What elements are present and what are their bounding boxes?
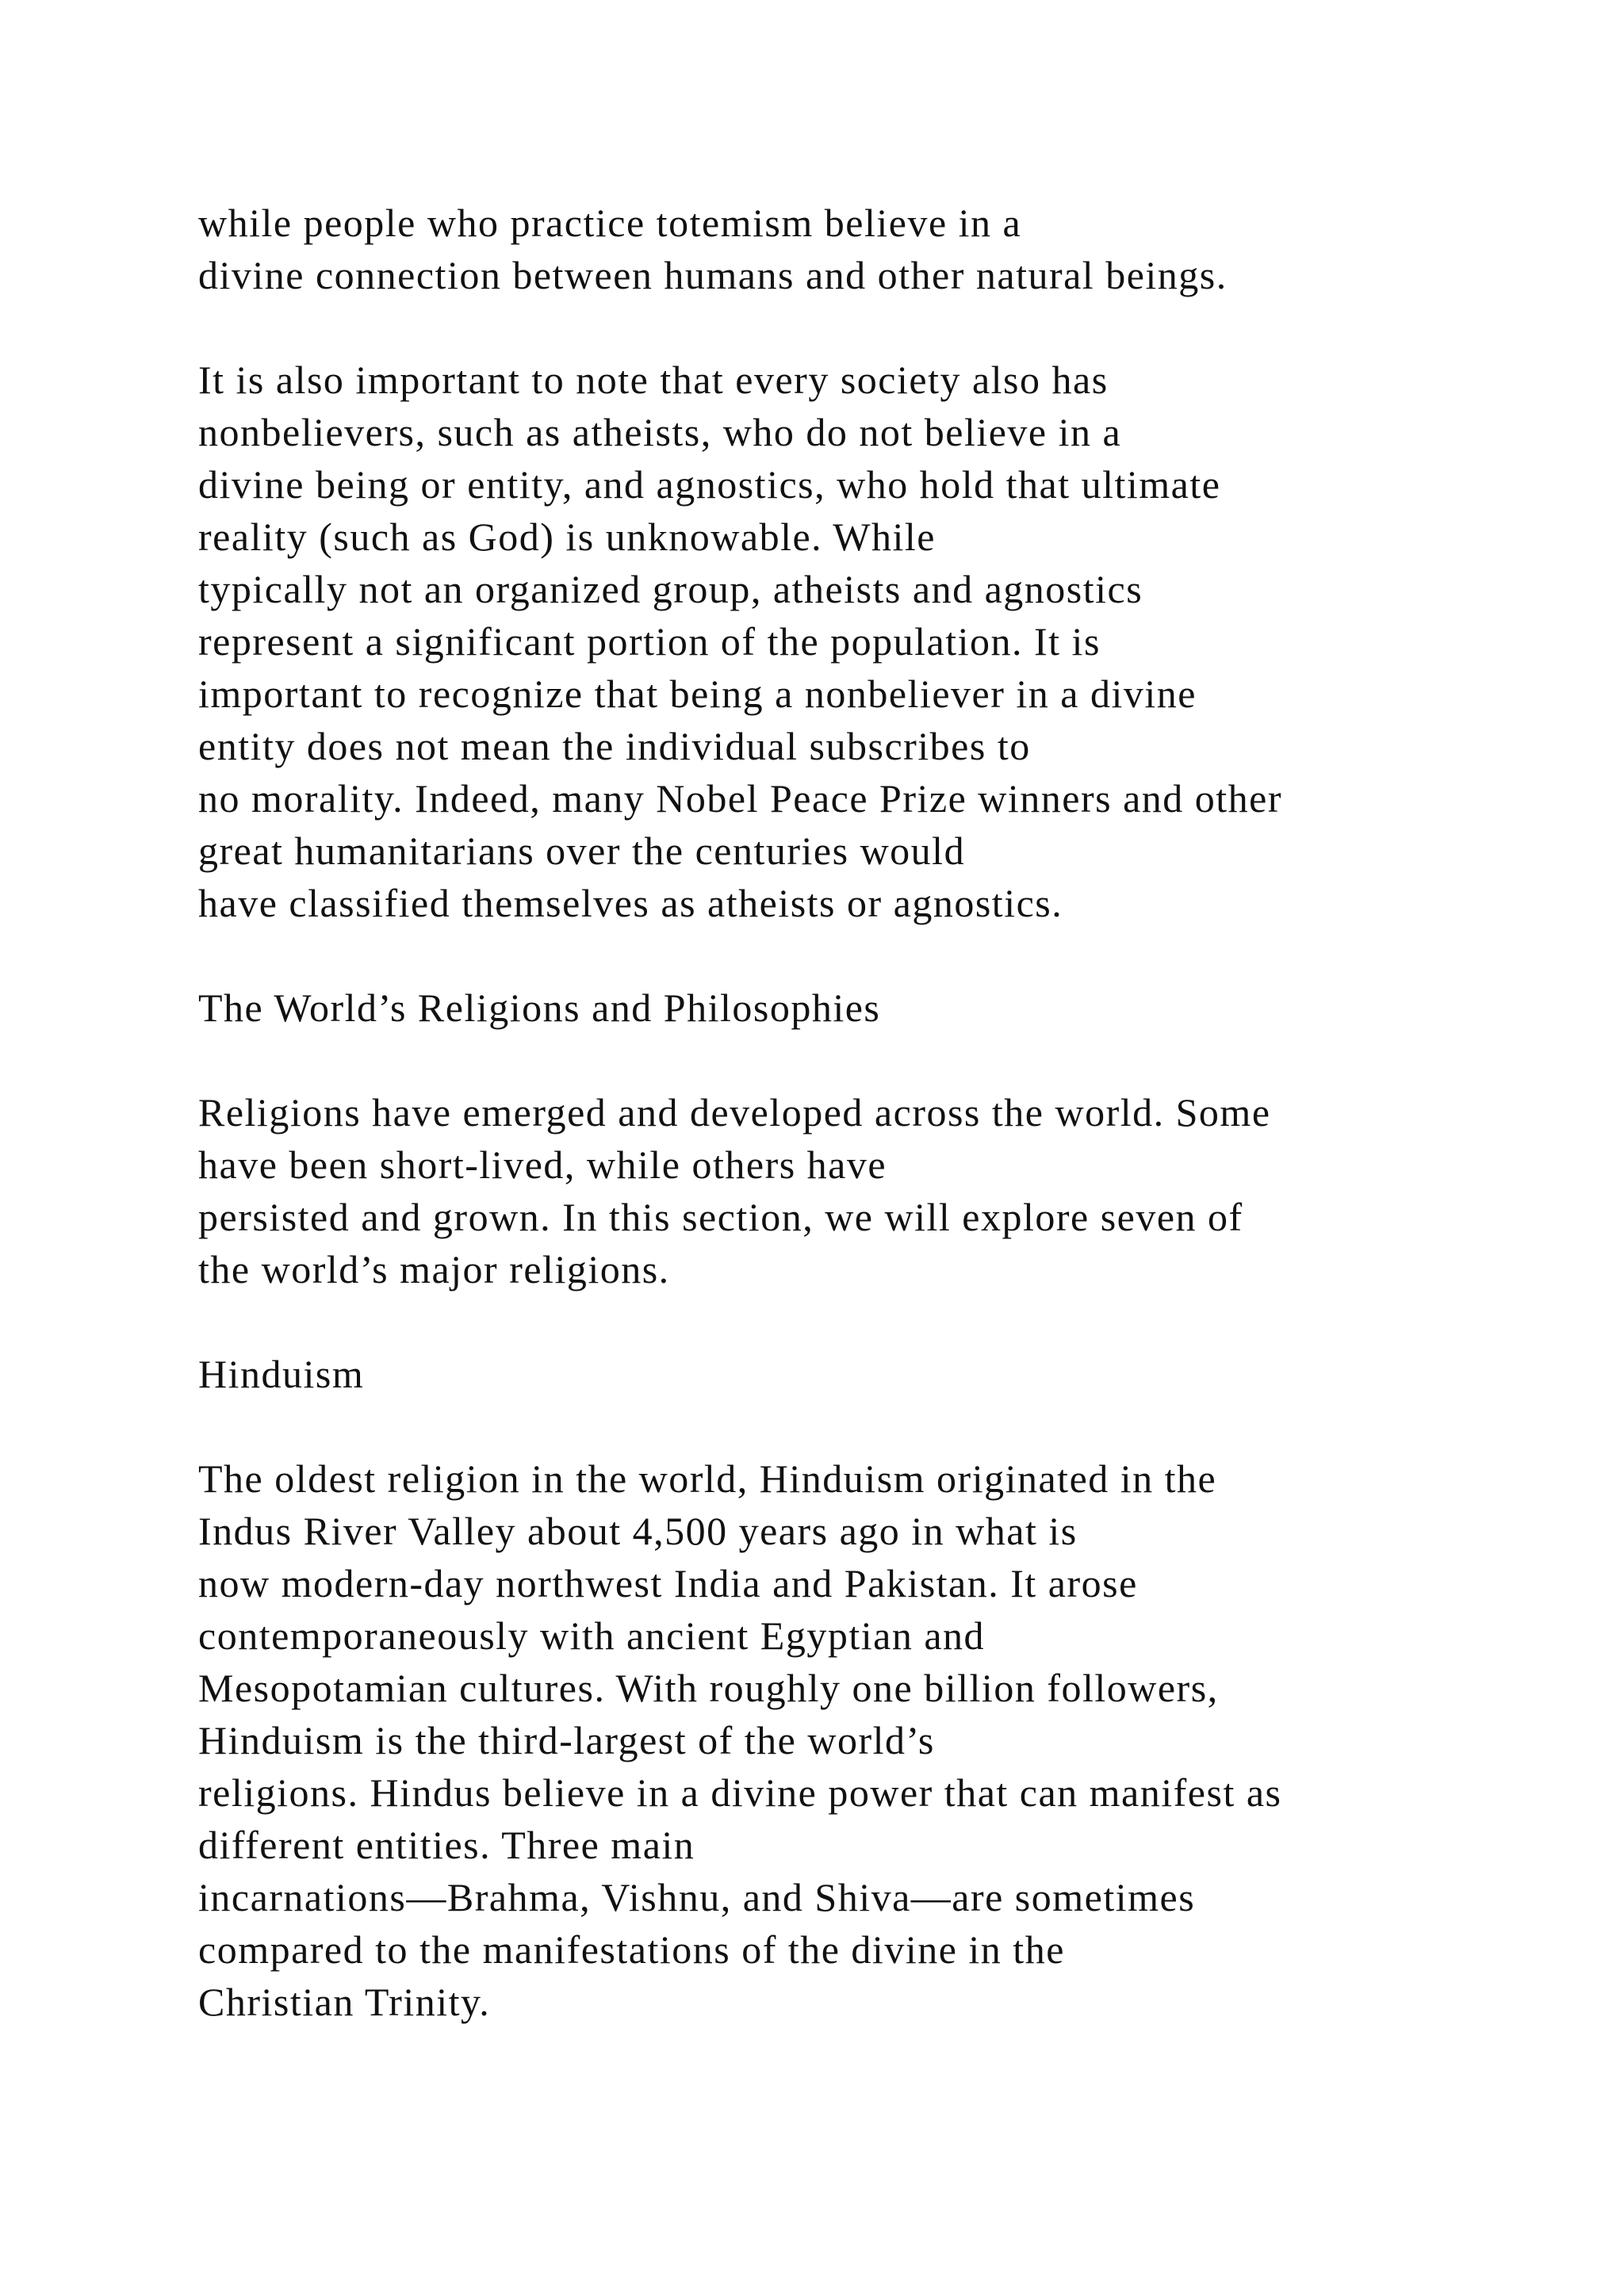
text-line: contemporaneously with ancient Egyptian and — [198, 1613, 986, 1658]
text-line: no morality. Indeed, many Nobel Peace Prize winners and other — [198, 776, 1283, 821]
text-line: divine being or entity, and agnostics, who hold that ultimate — [198, 462, 1221, 507]
section-heading: The World’s Religions and Philosophies — [198, 985, 881, 1030]
text-line: Hinduism is the third-largest of the world’s — [198, 1718, 935, 1762]
text-line: Mesopotamian cultures. With roughly one billion followers, — [198, 1666, 1219, 1710]
text-line: reality (such as God) is unknowable. While — [198, 515, 936, 559]
text-line: while people who practice totemism believe in a — [198, 201, 1022, 245]
text-line: represent a significant portion of the population. It is — [198, 619, 1101, 664]
text-line: great humanitarians over the centuries would — [198, 828, 966, 873]
text-line: important to recognize that being a nonbeliever in a divine — [198, 672, 1197, 716]
text-line: Religions have emerged and developed across the world. Some — [198, 1090, 1271, 1135]
text-line: incarnations—Brahma, Vishnu, and Shiva—are sometimes — [198, 1875, 1196, 1919]
text-line: It is also important to note that every society also has — [198, 358, 1109, 402]
subsection-heading: Hinduism — [198, 1352, 365, 1396]
text-line: compared to the manifestations of the divine in the — [198, 1927, 1065, 1972]
text-line: different entities. Three main — [198, 1823, 695, 1867]
text-line: have been short-lived, while others have — [198, 1142, 887, 1187]
text-line: divine connection between humans and other natural beings. — [198, 253, 1228, 297]
text-line: Christian Trinity. — [198, 1980, 491, 2024]
text-line: nonbelievers, such as atheists, who do not believe in a — [198, 410, 1122, 454]
text-line: religions. Hindus believe in a divine power that can manifest as — [198, 1770, 1282, 1815]
text-line: persisted and grown. In this section, we will explore seven of — [198, 1195, 1243, 1239]
text-line: The oldest religion in the world, Hinduism originated in the — [198, 1456, 1217, 1501]
text-line: Indus River Valley about 4,500 years ago in what is — [198, 1509, 1078, 1553]
text-line: the world’s major religions. — [198, 1247, 670, 1292]
text-line: typically not an organized group, atheists and agnostics — [198, 567, 1143, 611]
text-line: now modern-day northwest India and Pakistan. It arose — [198, 1561, 1138, 1605]
text-line: entity does not mean the individual subscribes to — [198, 724, 1031, 768]
text-line: have classified themselves as atheists or agnostics. — [198, 881, 1063, 925]
